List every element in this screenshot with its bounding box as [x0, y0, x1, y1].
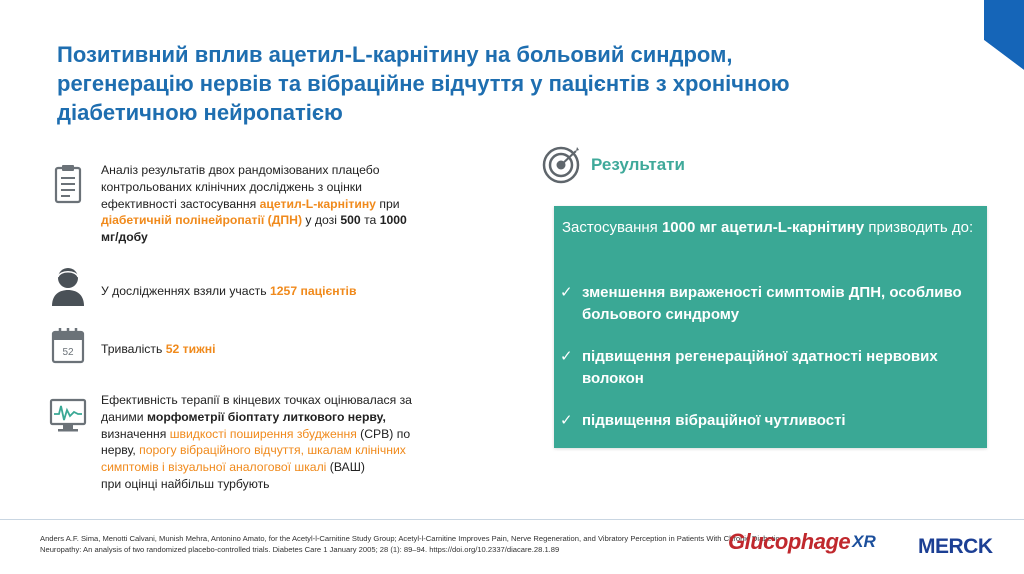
title-line: Позитивний вплив ацетил-L-карнітину на больовий синдром, — [57, 42, 733, 67]
calendar-icon — [48, 324, 88, 368]
title-line: діабетичною нейропатією — [57, 100, 343, 125]
duration-item — [48, 324, 216, 368]
person-icon — [48, 264, 88, 308]
results-list — [560, 282, 980, 452]
page-title — [57, 40, 937, 127]
patients-text: У дослідженнях взяли участь 1257 пацієнтів — [101, 284, 357, 298]
patients-item — [48, 264, 356, 308]
check-icon: ✓ — [560, 412, 573, 429]
target-icon — [541, 145, 581, 185]
glucophage-suffix: XR — [852, 532, 876, 551]
results-panel — [554, 206, 987, 448]
results-heading: Результати — [591, 155, 685, 174]
efficacy-item — [48, 392, 441, 493]
reference-text: Anders A.F. Sima, Menotti Calvani, Munish Mehra, Antonino Amato, for the Acetyl-l-Carnitine Study Group; Acetyl-l-Carnitine Improves Pain, Nerve Regeneration, and Vibratory Perception in Patients With Chronic Diabetic Neuropathy: An analysis of two randomized placebo-controlled trials. Diabetes Care 1 January 2005; 28 (1): 89–94. https://doi.org/10.2337/diacare.28.1.89 — [40, 534, 780, 554]
corner-decoration — [984, 0, 1024, 70]
duration-text: Тривалість 52 тижні — [101, 342, 216, 356]
glucophage-logo — [728, 529, 876, 555]
glucophage-wordmark: Glucophage — [728, 529, 851, 554]
title-line: регенерацію нервів та вібраційне відчуття у пацієнтів з хронічною — [57, 71, 790, 96]
merck-logo: MERCK — [918, 535, 993, 558]
check-icon: ✓ — [560, 348, 573, 365]
footer-divider — [0, 519, 1024, 520]
results-header — [541, 145, 685, 185]
monitor-icon — [48, 392, 88, 436]
check-icon: ✓ — [560, 284, 573, 301]
analysis-text: Аналіз результатів двох рандомізованих плацебо контрольованих клінічних досліджень з оцінки ефективності застосування ацетил-L-карнітину при діабетичній полінейропатії (ДПН) у дозі 500 та 1000 мг/добу — [101, 163, 407, 245]
results-intro: Застосування 1000 мг ацетил-L-карнітину призводить до: — [562, 219, 974, 236]
calendar-number: 52 — [62, 347, 74, 358]
result-point: ✓ зменшення вираженості симптомів ДПН, особливо больового синдрому — [560, 282, 980, 326]
result-point: ✓ підвищення регенераційної здатності нервових волокон — [560, 346, 980, 390]
clipboard-icon — [48, 162, 88, 206]
efficacy-text: Ефективність терапії в кінцевих точках оцінювалася за даними морфометрії біоптату литкового нерву, визначення швидкості поширення збудження (СРВ) по нерву, порогу вібраційного відчуття, шкалам клінічних симптомів і візуальної аналогової шкалі (ВАШ) при оцінці найбільш турбують — [101, 393, 412, 491]
analysis-item — [48, 162, 421, 246]
result-point: ✓ підвищення вібраційної чутливості — [560, 410, 980, 432]
